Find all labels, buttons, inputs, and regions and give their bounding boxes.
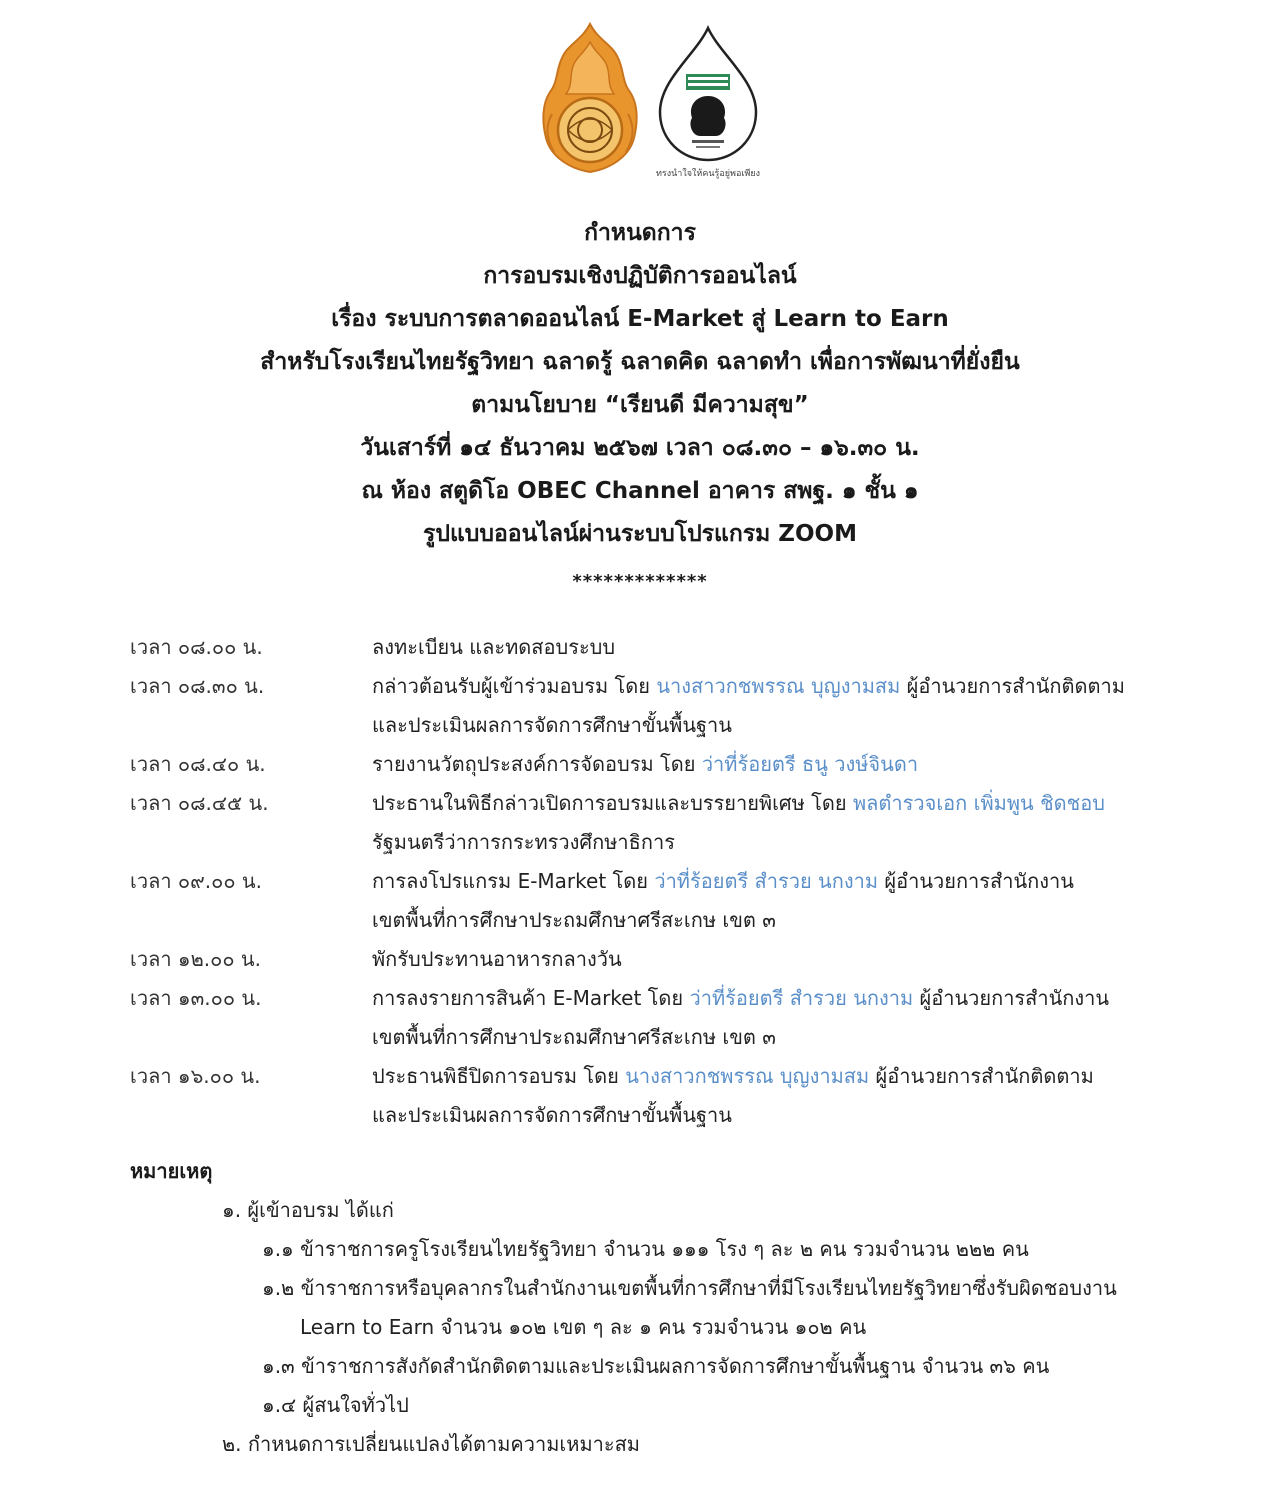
document-audience: สำหรับโรงเรียนไทยรัฐวิทยา ฉลาดรู้ ฉลาดคิด ฉลาดทำ เพื่อการพัฒนาที่ยั่งยืน <box>260 349 1020 375</box>
notes-title: หมายเหตุ <box>130 1159 213 1183</box>
schedule-text: ลงทะเบียน และทดสอบระบบ <box>372 635 616 659</box>
thairath-foundation-emblem-icon <box>652 24 764 164</box>
schedule-text: การลงโปรแกรม E-Market โดย <box>372 869 655 893</box>
schedule-description <box>372 979 1172 1057</box>
schedule-text: ประธานพิธีปิดการอบรม โดย <box>372 1064 626 1088</box>
speaker-name: นางสาวกชพรรณ บุญงามสม <box>625 1064 870 1088</box>
speaker-name: ว่าที่ร้อยตรี สำรวย นกงาม <box>654 869 878 893</box>
document-header <box>0 212 1280 600</box>
schedule-time: เวลา ๐๘.๔๕ น. <box>130 791 269 815</box>
schedule-text-continued: รัฐมนตรีว่าการกระทรวงศึกษาธิการ <box>372 830 675 854</box>
schedule-text-continued: และประเมินผลการจัดการศึกษาขั้นพื้นฐาน <box>372 713 732 737</box>
schedule-row <box>0 862 1280 940</box>
speaker-role: ผู้อำนวยการสำนักงาน <box>878 869 1074 893</box>
schedule-row <box>0 667 1280 745</box>
schedule-text-continued: เขตพื้นที่การศึกษาประถมศึกษาศรีสะเกษ เขต ๓ <box>372 908 776 932</box>
schedule-text: รายงานวัตถุประสงค์การจัดอบรม โดย <box>372 752 702 776</box>
schedule-text: ประธานในพิธีกล่าวเปิดการอบรมและบรรยายพิเศษ โดย <box>372 791 853 815</box>
schedule-text: การลงรายการสินค้า E-Market โดย <box>372 986 690 1010</box>
speaker-role: ผู้อำนวยการสำนักติดตาม <box>869 1064 1094 1088</box>
schedule-time: เวลา ๑๓.๐๐ น. <box>130 986 262 1010</box>
document-topic: เรื่อง ระบบการตลาดออนไลน์ E-Market สู่ Learn to Earn <box>331 306 949 332</box>
schedule-description <box>372 628 1172 667</box>
note-item: ๒. กำหนดการเปลี่ยนแปลงได้ตามความเหมาะสม <box>222 1432 640 1456</box>
schedule-row <box>0 1057 1280 1135</box>
note-subitem: ๑.๑ ข้าราชการครูโรงเรียนไทยรัฐวิทยา จำนวน ๑๑๑ โรง ๆ ละ ๒ คน รวมจำนวน ๒๒๒ คน <box>262 1237 1029 1261</box>
schedule-description <box>372 667 1172 745</box>
schedule-list <box>0 628 1280 1135</box>
schedule-description <box>372 940 1172 979</box>
schedule-text: กล่าวต้อนรับผู้เข้าร่วมอบรม โดย <box>372 674 657 698</box>
document-format: รูปแบบออนไลน์ผ่านระบบโปรแกรม ZOOM <box>423 521 857 547</box>
document-venue: ณ ห้อง สตูดิโอ OBEC Channel อาคาร สพฐ. ๑ ชั้น ๑ <box>361 478 919 504</box>
speaker-name: ว่าที่ร้อยตรี สำรวย นกงาม <box>689 986 914 1010</box>
schedule-description <box>372 784 1172 862</box>
schedule-description <box>372 1057 1172 1135</box>
schedule-time: เวลา ๐๘.๔๐ น. <box>130 752 266 776</box>
logo-header <box>0 20 1280 180</box>
document-policy: ตามนโยบาย “เรียนดี มีความสุข” <box>471 392 809 418</box>
document-title: กำหนดการ <box>584 220 696 246</box>
obec-emblem-icon <box>532 22 648 174</box>
schedule-time: เวลา ๑๖.๐๐ น. <box>130 1064 261 1088</box>
schedule-text-continued: เขตพื้นที่การศึกษาประถมศึกษาศรีสะเกษ เขต ๓ <box>372 1025 776 1049</box>
speaker-name: นางสาวกชพรรณ บุญงามสม <box>656 674 901 698</box>
note-subitem: ๑.๓ ข้าราชการสังกัดสำนักติดตามและประเมินผลการจัดการศึกษาขั้นพื้นฐาน จำนวน ๓๖ คน <box>262 1354 1050 1378</box>
schedule-time: เวลา ๐๘.๓๐ น. <box>130 674 265 698</box>
note-item: ๑. ผู้เข้าอบรม ได้แก่ <box>222 1198 394 1222</box>
separator-stars: ************* <box>572 571 708 592</box>
schedule-text-continued: และประเมินผลการจัดการศึกษาขั้นพื้นฐาน <box>372 1103 732 1127</box>
speaker-name: ว่าที่ร้อยตรี ธนู วงษ์จินดา <box>701 752 919 776</box>
schedule-description <box>372 862 1172 940</box>
schedule-row <box>0 979 1280 1057</box>
note-subitem: ๑.๔ ผู้สนใจทั่วไป <box>262 1393 409 1417</box>
note-subitem-continued: Learn to Earn จำนวน ๑๐๒ เขต ๆ ละ ๑ คน รวมจำนวน ๑๐๒ คน <box>300 1315 867 1339</box>
schedule-row <box>0 940 1280 979</box>
document-date: วันเสาร์ที่ ๑๔ ธันวาคม ๒๕๖๗ เวลา ๐๘.๓๐ – ๑๖.๓๐ น. <box>360 435 920 461</box>
schedule-time: เวลา ๐๘.๐๐ น. <box>130 635 263 659</box>
document-subtitle: การอบรมเชิงปฏิบัติการออนไลน์ <box>483 263 797 289</box>
note-subitem: ๑.๒ ข้าราชการหรือบุคลากรในสำนักงานเขตพื้นที่การศึกษาที่มีโรงเรียนไทยรัฐวิทยาซึ่งรับผิดชอบงาน <box>262 1276 1117 1300</box>
speaker-name: พลตำรวจเอก เพิ่มพูน ชิดชอบ <box>852 791 1105 815</box>
schedule-time: เวลา ๐๙.๐๐ น. <box>130 869 262 893</box>
schedule-row <box>0 784 1280 862</box>
schedule-text: พักรับประทานอาหารกลางวัน <box>372 947 622 971</box>
speaker-role: ผู้อำนวยการสำนักงาน <box>913 986 1110 1010</box>
speaker-role: ผู้อำนวยการสำนักติดตาม <box>900 674 1125 698</box>
schedule-time: เวลา ๑๒.๐๐ น. <box>130 947 261 971</box>
schedule-description <box>372 745 1172 784</box>
emblem-caption: ทรงนำใจให้คนรู้อยู่พอเพียง <box>655 169 761 179</box>
schedule-row <box>0 745 1280 784</box>
schedule-row <box>0 628 1280 667</box>
